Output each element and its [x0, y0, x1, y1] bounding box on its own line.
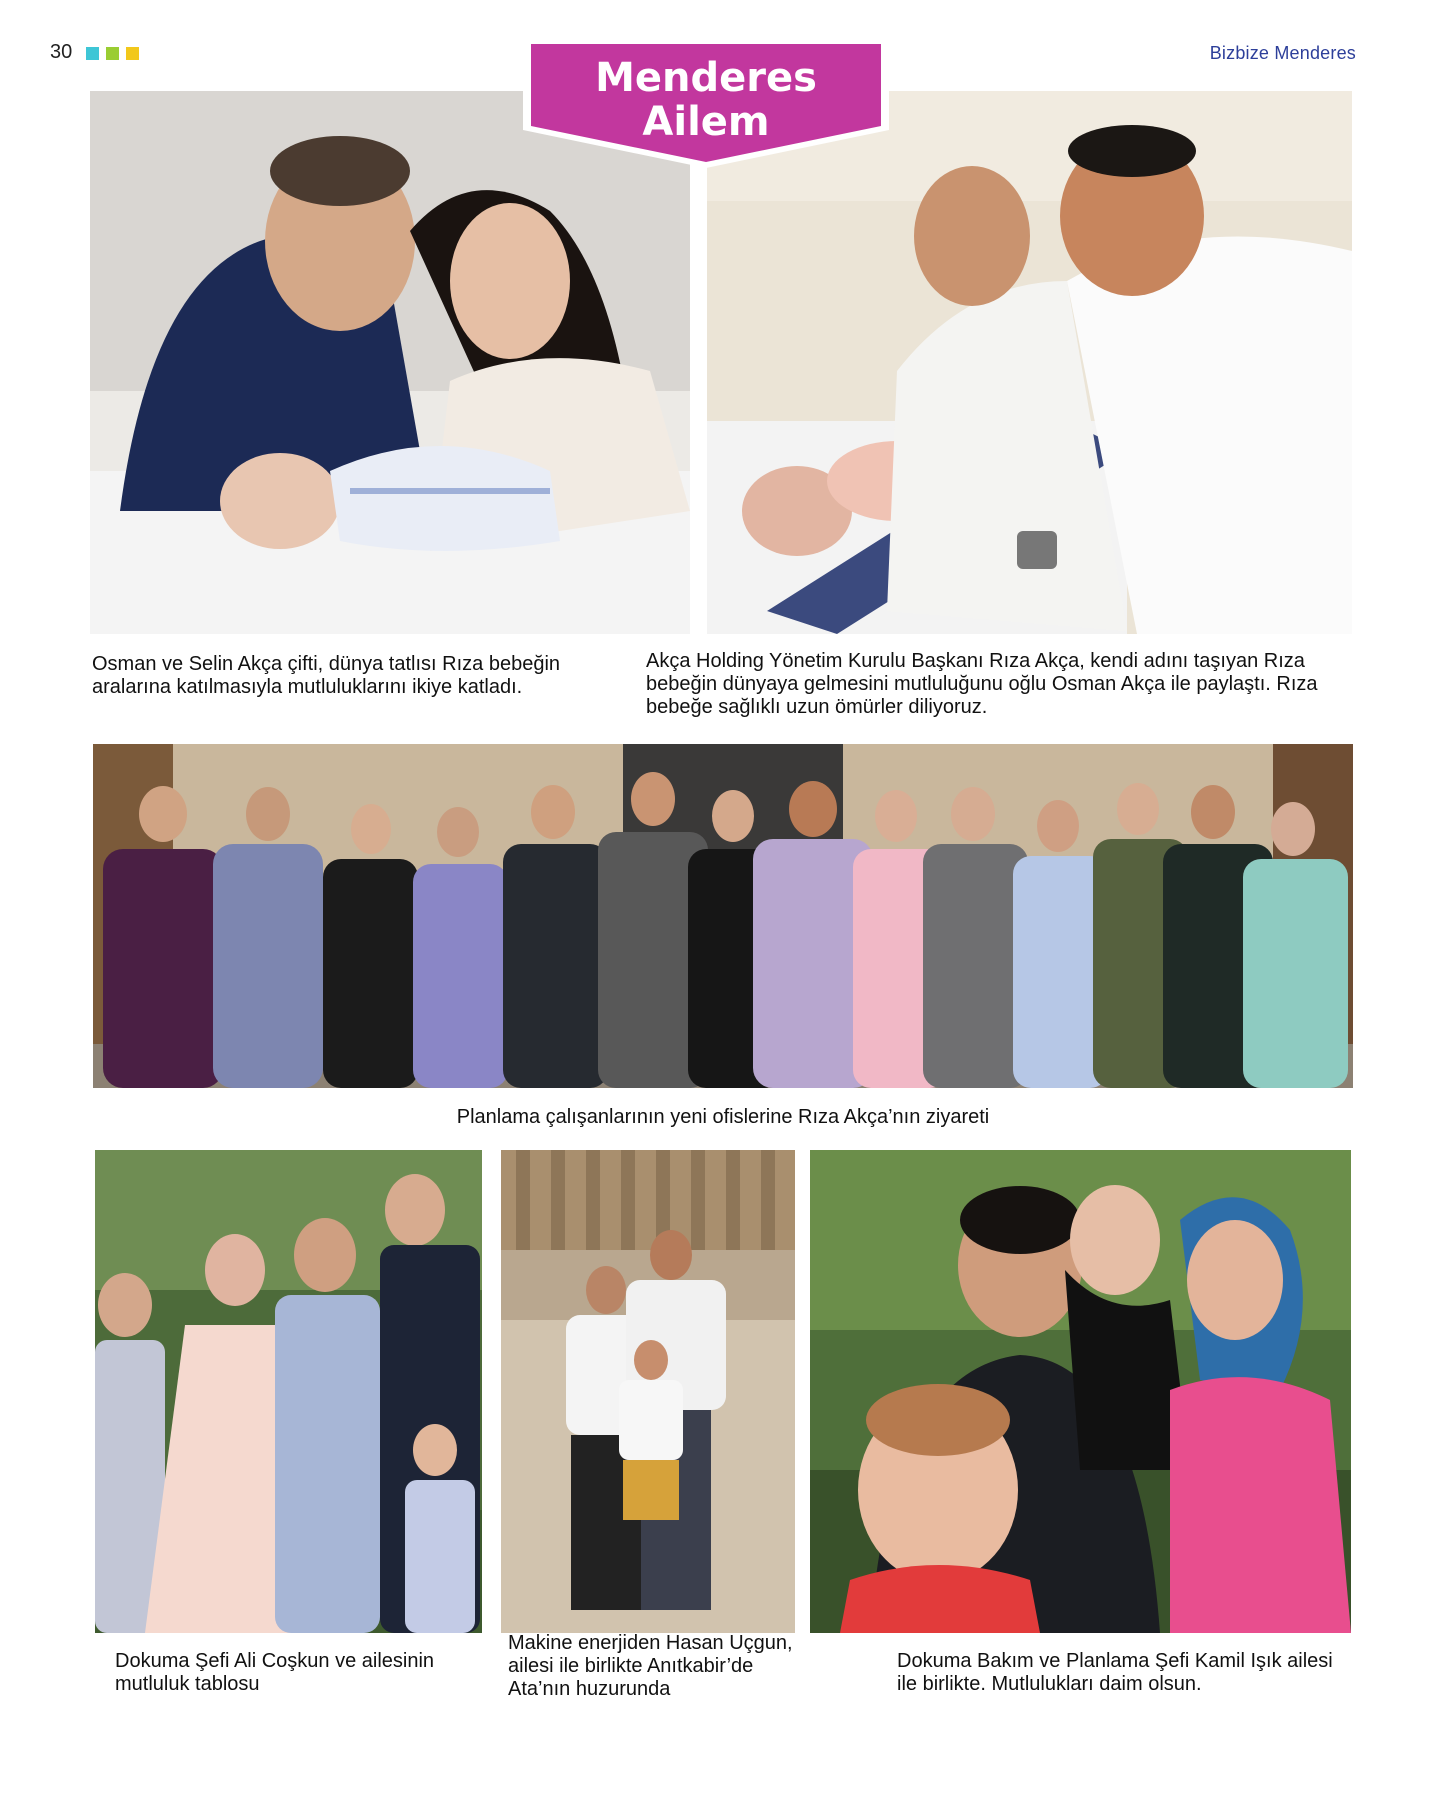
header-square-cyan	[86, 47, 99, 60]
publication-name: Bizbize Menderes	[1209, 43, 1356, 63]
photo-isik-family	[810, 1150, 1351, 1633]
banner-title-line2: Ailem	[642, 99, 770, 145]
photo-isik-family-image	[810, 1150, 1351, 1633]
header-square-green	[106, 47, 119, 60]
header-square-yellow	[126, 47, 139, 60]
photo-coskun-family-image	[95, 1150, 482, 1633]
photo-couple-baby-image	[90, 91, 690, 634]
photo-group	[93, 744, 1353, 1088]
banner-title	[523, 56, 889, 144]
photo-father-son-baby-image	[707, 91, 1352, 634]
page-number: 30	[50, 41, 73, 63]
banner-title-line1: Menderes	[595, 55, 817, 101]
photo-coskun-family	[95, 1150, 482, 1633]
photo-group-image	[93, 744, 1353, 1088]
caption-father-son-baby: Akça Holding Yönetim Kurulu Başkanı Rıza Akça, kendi adını taşıyan Rıza bebeğin dünyaya gelmesini mutluluğunu oğlu Osman Akça ile paylaştı. Rıza bebeğe sağlıklı uzun ömürler diliyoruz.	[646, 650, 1318, 718]
caption-couple-baby: Osman ve Selin Akça çifti, dünya tatlısı Rıza bebeğin aralarına katılmasıyla mutluluklarını ikiye katladı.	[92, 653, 561, 698]
photo-father-son-baby	[707, 91, 1352, 634]
caption-coskun-family: Dokuma Şefi Ali Coşkun ve ailesinin mutluluk tablosu	[115, 1650, 435, 1695]
photo-ucgun-family	[501, 1150, 795, 1633]
caption-ucgun-family: Makine enerjiden Hasan Uçgun, ailesi ile birlikte Anıtkabir’de Ata’nın huzurunda	[508, 1632, 793, 1700]
caption-isik-family: Dokuma Bakım ve Planlama Şefi Kamil Işık ailesi ile birlikte. Mutlulukları daim olsun.	[897, 1650, 1333, 1695]
photo-ucgun-family-image	[501, 1150, 795, 1633]
caption-group: Planlama çalışanlarının yeni ofislerine Rıza Akça’nın ziyareti	[456, 1106, 990, 1128]
photo-couple-baby	[90, 91, 690, 634]
